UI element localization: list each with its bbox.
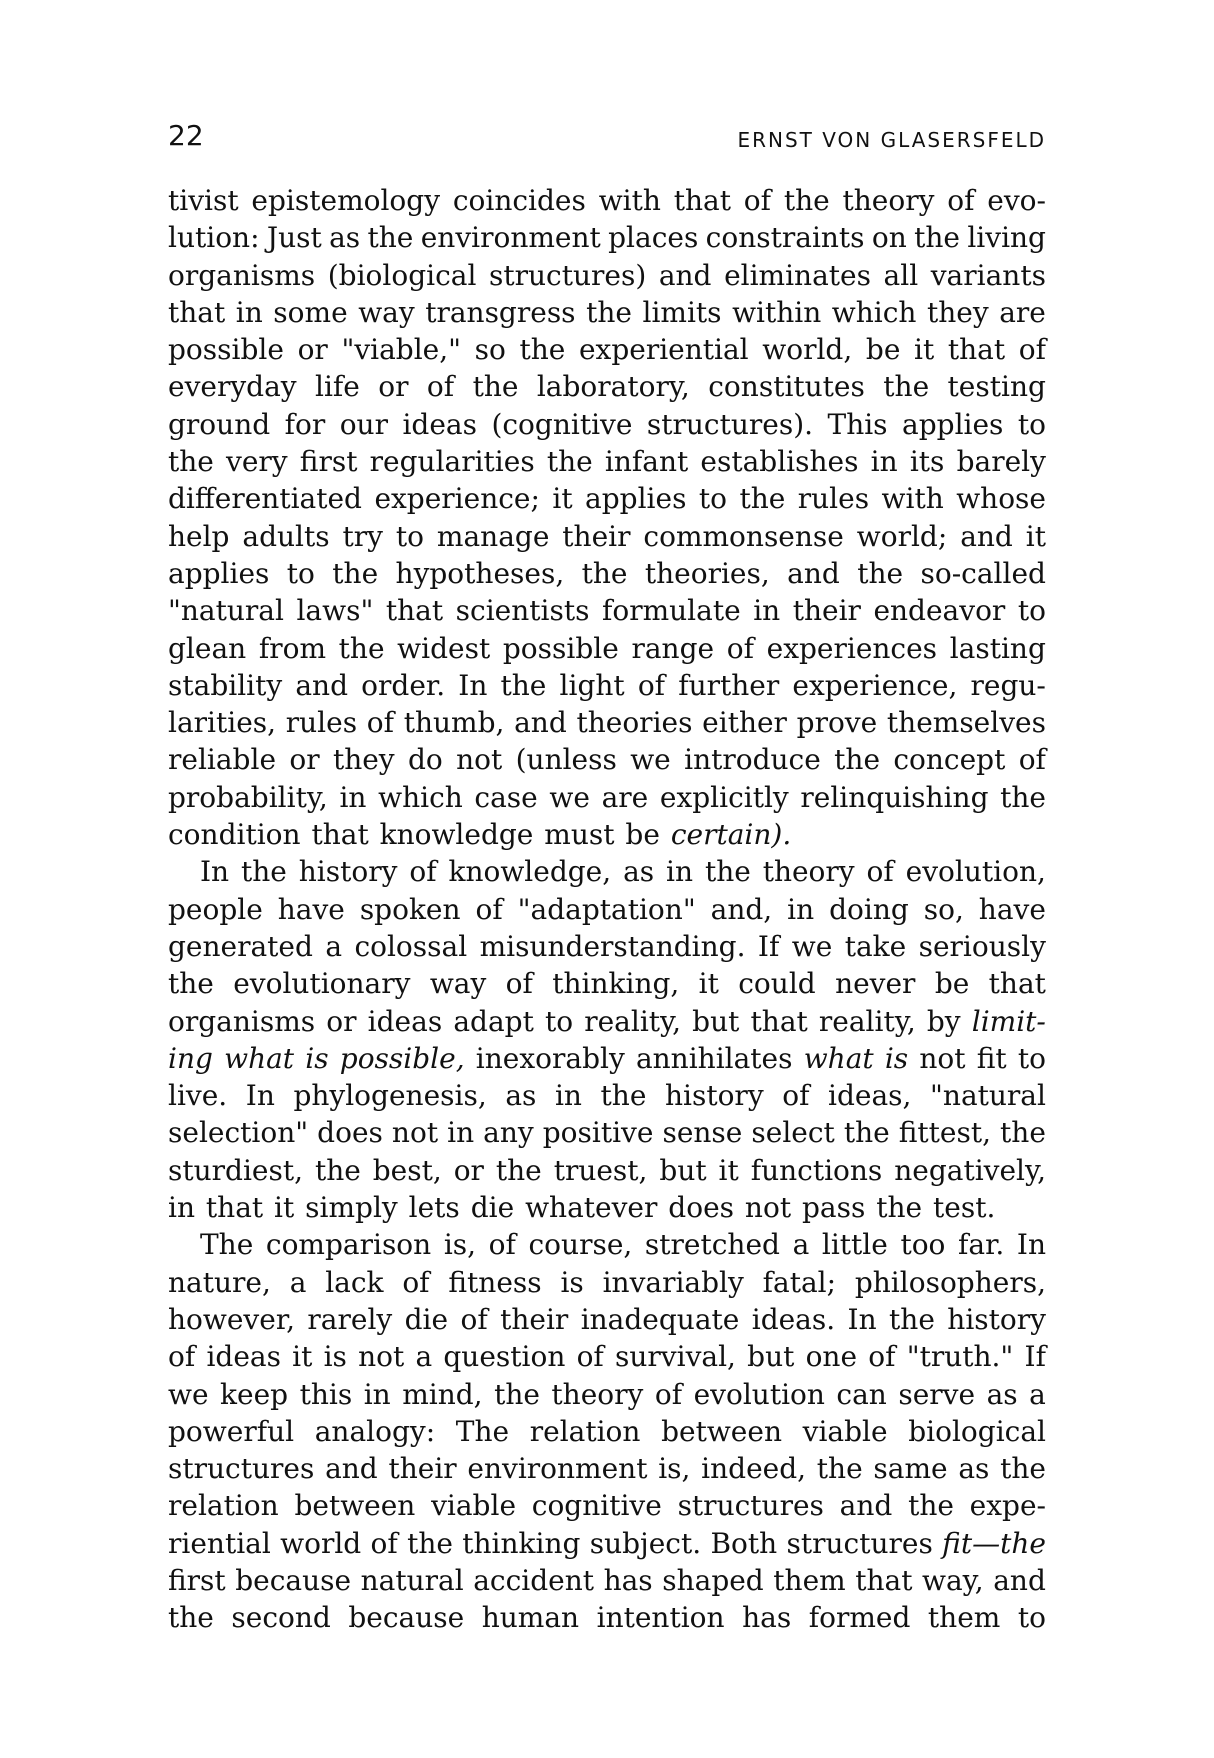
- text-line: The comparison is, of course, stretched a little too far. In: [200, 1228, 1046, 1262]
- text-line: people have spoken of "adaptation" and, in doing so, have: [168, 892, 1046, 926]
- text-line: the second because human intention has formed them to: [168, 1601, 1046, 1635]
- text-line: In the history of knowledge, as in the theory of evolution,: [200, 855, 1046, 889]
- text-line: powerful analogy: The relation between viable biological: [168, 1414, 1046, 1448]
- running-head: ERNST VON GLASERSFELD: [737, 128, 1046, 152]
- text-line: applies to the hypotheses, the theories, and the so-called: [168, 556, 1046, 590]
- text-line: the evolutionary way of thinking, it could never be that: [168, 967, 1046, 1001]
- text-line: structures and their environment is, indeed, the same as the: [168, 1452, 1046, 1486]
- text-line: however, rarely die of their inadequate ideas. In the history: [168, 1302, 1046, 1336]
- text-line: "natural laws" that scientists formulate in their endeavor to: [168, 594, 1046, 628]
- text-line: glean from the widest possible range of experiences lasting: [168, 631, 1046, 665]
- text-line: condition that knowledge must be certain).: [168, 818, 792, 852]
- text-line: live. In phylogenesis, as in the history of ideas, "natural: [168, 1079, 1046, 1113]
- text-line: lution: Just as the environment places constraints on the living: [168, 221, 1046, 255]
- text-line: selection" does not in any positive sense select the fittest, the: [168, 1116, 1046, 1150]
- text-line: organisms or ideas adapt to reality, but that reality, by limit-: [168, 1004, 1046, 1038]
- text-line: nature, a lack of fitness is invariably fatal; philosophers,: [168, 1265, 1046, 1299]
- text-line: reliable or they do not (unless we introduce the concept of: [168, 743, 1046, 777]
- text-line: generated a colossal misunderstanding. If we take seriously: [168, 929, 1046, 963]
- text-line: ing what is possible, inexorably annihilates what is not fit to: [168, 1041, 1046, 1075]
- text-line: riential world of the thinking subject. Both structures fit—the: [168, 1526, 1046, 1560]
- text-line: help adults try to manage their commonsense world; and it: [168, 519, 1046, 553]
- text-line: larities, rules of thumb, and theories either prove themselves: [168, 706, 1046, 740]
- text-line: in that it simply lets die whatever does not pass the test.: [168, 1191, 996, 1225]
- text-line: organisms (biological structures) and eliminates all variants: [168, 258, 1046, 292]
- text-line: possible or "viable," so the experiential world, be it that of: [168, 333, 1046, 367]
- text-line: everyday life or of the laboratory, constitutes the testing: [168, 370, 1046, 404]
- text-line: relation between viable cognitive structures and the expe-: [168, 1489, 1046, 1523]
- text-line: of ideas it is not a question of survival, but one of "truth." If: [168, 1340, 1046, 1374]
- text-line: first because natural accident has shaped them that way, and: [168, 1563, 1046, 1597]
- text-line: that in some way transgress the limits within which they are: [168, 295, 1046, 329]
- text-line: the very first regularities the infant establishes in its barely: [168, 445, 1046, 479]
- page-number: 22: [168, 119, 204, 152]
- text-line: ground for our ideas (cognitive structures). This applies to: [168, 407, 1046, 441]
- text-line: stability and order. In the light of further experience, regu-: [168, 668, 1046, 702]
- body-text: [168, 182, 1046, 1637]
- text-line: sturdiest, the best, or the truest, but it functions negatively,: [168, 1153, 1046, 1187]
- text-line: probability, in which case we are explicitly relinquishing the: [168, 780, 1046, 814]
- text-line: we keep this in mind, the theory of evolution can serve as a: [168, 1377, 1046, 1411]
- text-line: tivist epistemology coincides with that of the theory of evo-: [168, 184, 1046, 217]
- text-line: differentiated experience; it applies to the rules with whose: [168, 482, 1046, 516]
